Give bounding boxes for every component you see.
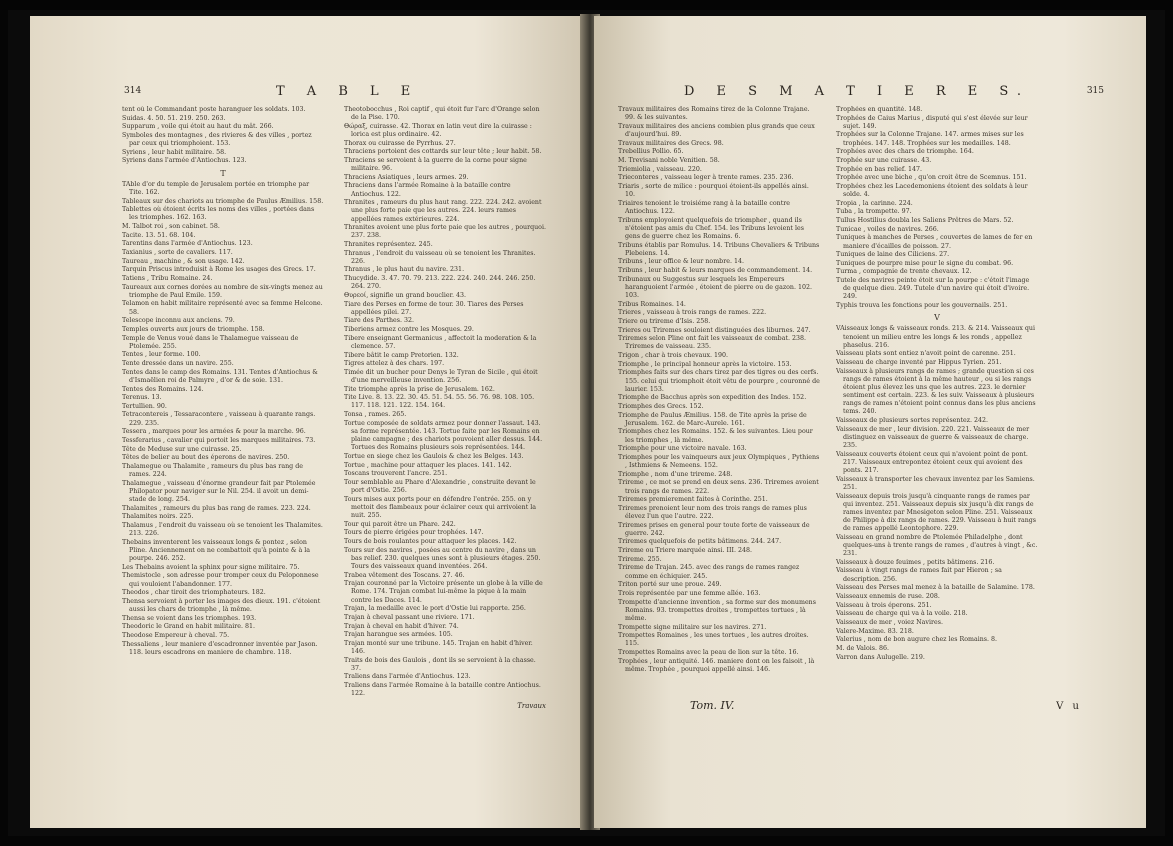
index-entry: Vaisseaux à douze feuimes , petits bâtimens. 216. xyxy=(836,558,995,566)
index-entry: Vaisseau à trois éperons. 251. xyxy=(836,601,932,609)
index-entry: Trophées avec des chars de triomphe. 164. xyxy=(836,148,974,156)
index-entry: Thranites , rameurs du plus haut rang. 222. 224. 242. avoient une plus forte paie que les autres. 224. leurs rames appellées rames extérieures. 224. xyxy=(344,199,542,223)
index-entry: Traliens dans l'armée d'Antiochus. 123. xyxy=(344,673,471,681)
index-entry: Triremes prenoient leur nom des trois rangs de rames plus élevez l'un que l'autre. 222. xyxy=(618,504,807,520)
index-entry: Tribuns , leur habit & leurs marques de commandement. 14. xyxy=(618,266,813,274)
index-entry: Trieconteres , vaisseau leger à trente rames. 235. 236. xyxy=(618,174,794,182)
index-entry: Tacite. 13. 51. 68. 104. xyxy=(122,231,196,239)
index-entry: Tour qui paroit être un Phare. 242. xyxy=(344,520,456,528)
index-entry: Trophée avec une biche , qu'on croit être de Scemnus. 151. xyxy=(836,174,1027,182)
right-page-header xyxy=(594,86,1146,106)
left-page-header xyxy=(30,86,586,106)
index-entry: Taureaux aux cornes dorées au nombre de six-vingts menez au triomphe de Paul Emile. 159. xyxy=(122,283,323,299)
index-entry: Thranus , le plus haut du navire. 231. xyxy=(344,266,465,274)
index-entry: Thalamites , rameurs du plus bas rang de rames. 223. 224. xyxy=(122,504,311,512)
index-entry: Tribunaux ou Suggestus sur lesquels les Empereurs haranguoient l'armée , étoient de pierre ou de gazon. 102. 103. xyxy=(618,275,813,299)
index-entry: Trophées sur la Colonne Trajane. 147. armes mises sur les trophées. 147. 148. Trophées sur les medailles. 148. xyxy=(836,131,1024,147)
index-entry: Thucydide. 3. 47. 70. 79. 213. 222. 224. 240. 244. 246. 250. 264. 270. xyxy=(344,275,536,291)
index-entry: Temple de Venus voué dans le Thalamegue vaisseau de Ptolemée. 255. xyxy=(122,334,299,350)
index-entry: Trompette d'ancienne invention , sa forme sur des monumens Romains. 93. trompettes droites , trompettes tortues , là même. xyxy=(618,598,816,622)
index-entry: Tente dressée dans un navire. 255. xyxy=(122,360,234,368)
index-entry: Trompettes Romains avec la peau de lion sur la tête. 16. xyxy=(618,649,799,656)
index-entry: Triaris , sorte de milice : pourquoi étoient-ils appellés ainsi. 10. xyxy=(618,182,809,199)
index-entry: Thraciens se servoient à la guerre de la corne pour signe militaire. 96. xyxy=(344,156,527,173)
index-entry: Trireme. 255. xyxy=(618,555,662,563)
index-entry: Triremes premierement faites à Corinthe. 251. xyxy=(618,496,768,504)
index-entry: Tours mises aux ports pour en défendre l'entrée. 255. on y mettoit des flambeaux pour éclairer ceux qui arrivoient la nuit. 255. xyxy=(344,495,536,519)
index-entry: Tours de pierre érigées pour trophées. 147. xyxy=(344,529,484,537)
index-entry: Thebains inventerent les vaisseaux longs & pontez , selon Pline. Anciennement on ne combattoit qu'à pointe & à la pourpe. 246. 252. xyxy=(122,538,310,563)
index-entry: Trajan couronné par la Victoire présente un globe à la ville de Rome. 174. Trajan combat lui-même la pique à la main contre les Daces. 114. xyxy=(344,580,543,604)
index-entry: Thraciens portoient des cottards sur leur tête ; leur habit. 58. xyxy=(344,148,542,156)
index-entry: Vaisseau plats sont entiez n'avoit point de carenne. 251. xyxy=(836,350,1016,358)
index-entry: Triomphe de Paulus Æmilius. 158. de Tite après la prise de Jerusalem. 162. de Marc-Aurele. 161. xyxy=(618,411,807,427)
index-entry: Temples ouverts aux jours de triomphe. 158. xyxy=(122,325,265,333)
index-entry: Tatiens , Tribu Romaine. 24. xyxy=(122,274,213,282)
index-entry: Trophées de Caius Marius , disputé qui s'est élevée sur leur sujet. 149. xyxy=(836,114,1028,130)
index-entry: M. Talbot roi , son cabinet. 58. xyxy=(122,223,220,231)
index-entry: Tarentins dans l'armée d'Antiochus. 123. xyxy=(122,240,253,248)
index-entry: Tetracontereis , Tessaracontere , vaisseau à quarante rangs. 229. 235. xyxy=(122,411,316,427)
index-entry: Vaisseaux couverts étoient ceux qui n'avoient point de pont. 217. Vaisseaux entrepontez étoient ceux qui avoient des ponts. 217. xyxy=(836,450,1028,475)
index-entry: Toscans trouverent l'ancre. 251. xyxy=(344,470,448,478)
index-entry: Triremes quelquefois de petits bâtimens. 244. 247. xyxy=(618,538,782,546)
index-entry: Trophées en quantité. 148. xyxy=(836,106,923,113)
index-entry: Tortue composée de soldats armez pour donner l'assaut. 143. sa forme représentée. 143. Tortue faite par les Romains en plaine campagne ; des chariots pouvoient aller dessus. 144. Tortues des Romains plusieurs sois représentées. 144. xyxy=(344,419,543,452)
index-entry: Traits de bois des Gaulois , dont ils se servoient à la chasse. 37. xyxy=(344,656,536,672)
index-entry: Thorax ou cuirasse de Pyrrhus. 27. xyxy=(344,139,456,147)
index-entry: Θώραξ, cuirasse. 42. Thorax en latin veut dire la cuirasse : lorica est plus ordinaire. 42. xyxy=(344,122,532,138)
index-entry: Telescope inconnu aux anciens. 79. xyxy=(122,317,235,325)
index-entry: Tours sur des navires , posées au centre du navire , dans un bas relief. 230. quelques unes sont à plusieurs étages. 250. Tours des vaisseaux quand inventées. 264. xyxy=(344,546,541,570)
index-entry: Taxianius , sorte de cavaliers. 117. xyxy=(122,249,233,256)
index-entry: Syriens , leur habit militaire. 58. xyxy=(122,148,227,156)
index-entry: Triaires tenoient le troisiéme rang à la bataille contre Antiochus. 122. xyxy=(618,199,791,215)
index-entry: Typhis trouva les fonctions pour les gouvernails. 251. xyxy=(836,302,1008,310)
book-spread xyxy=(8,10,1165,836)
right-column-2 xyxy=(836,106,1038,816)
left-page-columns xyxy=(122,106,546,804)
index-entry: Tullus Hostilius doubla les Saliens Prêtres de Mars. 52. xyxy=(836,217,1014,225)
catchword: Travaux xyxy=(517,702,546,710)
right-page xyxy=(594,16,1146,828)
index-entry: VAisseaux longs & vaisseaux ronds. 213. & 214. Vaisseaux qui tenoient un milieu entre les longs & les ronds , appellez phaselus. 216. xyxy=(836,325,1036,349)
index-entry: Triomphe , nom d'une trireme. 248. xyxy=(618,470,733,478)
index-entry: Tuba , la trompette. 97. xyxy=(836,208,912,216)
index-entry: Vaisseaux depuis trois jusqu'à cinquante rangs de rames par qui inventez. 251. Vaisseaux depuis six jusqu'à dix rangs de rames inventez par Mnesigeton selon Pline. 251. Vaisseaux de Philippe à dix rangs de rames. 229. Vaisseau à huit rangs de rames appellé Leontophore. 229. xyxy=(836,492,1037,533)
index-entry: Tropia , la carinne. 224. xyxy=(836,199,913,207)
index-entry: Thalamegue , vaisseau d'énorme grandeur fait par Ptolemée Philopator pour naviger sur le Nil. 254. il avoit un demi-stade de long. 254. xyxy=(122,479,316,504)
index-entry: Vaisseau de charge inventé par Hippus Tyrien. 251. xyxy=(836,359,1002,367)
index-entry: Trieres , vaisseau à trois rangs de rames. 222. xyxy=(618,309,767,317)
index-entry: Tuniques à manches de Perses , couvertes de lames de fer en maniere d'écailles de poisson. 27. xyxy=(836,234,1033,250)
index-entry: Suidas. 4. 50. 51. 219. 250. 263. xyxy=(122,114,226,122)
index-entry: Theodoric le Grand en habit militaire. 81. xyxy=(122,623,256,631)
left-page-number: 314 xyxy=(124,86,142,96)
index-entry: Triomphes chez les Romains. 152. & les suivantes. Lieu pour les triomphes , là même. xyxy=(618,428,813,444)
index-entry: Tutele des navires peinte étoit sur la pourpe : c'étoit l'image de quelque dieu. 249. Tutele d'un navire qui étoit d'ivoire. 249. xyxy=(836,277,1030,301)
index-entry: Trophée en bas relief. 147. xyxy=(836,165,922,173)
index-entry: Tentes dans le camp des Romains. 131. Tentes d'Antiochus & d'Ismaëlien roi de Palmyre , d'or & de soie. 131. xyxy=(122,368,318,384)
index-entry: Tuniques de laine des Ciliciens. 27. xyxy=(836,251,950,259)
index-entry: Syriens dans l'armée d'Antiochus. 123. xyxy=(122,157,247,165)
index-entry: Thranus , l'endroit du vaisseau où se tenoient les Thranites. 226. xyxy=(344,249,536,265)
left-page xyxy=(30,16,586,828)
index-entry: Triremes prises en general pour toute forte de vaisseaux de guerre. 242. xyxy=(618,521,810,537)
index-entry: Vaisseaux à plusieurs rangs de rames ; grande question si ces rangs de rames étoient à la même hauteur , ou si les rangs étoient plus élevez les uns que les autres. 223. le dernier sentiment est certain. 223. & les suiv. Vaisseaux à plusieurs rangs de rames n'étoient point connus dans les plus anciens tems. 240. xyxy=(836,367,1036,416)
index-entry: Theodose Empereur à cheval. 75. xyxy=(122,632,230,640)
index-entry: Valere-Maxime. 83. 218. xyxy=(836,627,914,635)
index-entry: M. de Valois. 86. xyxy=(836,644,890,652)
index-entry: Vaisseaux à transporter les chevaux inventez par les Samiens. 251. xyxy=(836,475,1035,491)
index-entry: Triere ou trireme d'Isis. 258. xyxy=(618,317,711,325)
index-entry: Tribus Romaines. 14. xyxy=(618,300,686,308)
index-entry: Tibere enseignant Germanicus , affectoit la moderation & la clemence. 57. xyxy=(344,334,537,350)
index-entry: Tribuns employoient quelquefois de triompher , quand ils n'étoient pas amis du Chef. 154. les Tribuns levoient les gens de guerre chez les Romains. 6. xyxy=(618,216,804,240)
index-entry: Thranites avoient une plus forte paie que les autres , pourquoi. 237. 238. xyxy=(344,224,546,240)
index-entry: Supparum , voile qui étoit au haut du mât. 266. xyxy=(122,123,274,131)
index-entry: TAble d'or du temple de Jerusalem portée en triomphe par Tite. 162. xyxy=(122,180,310,196)
index-entry: Triton porté sur une proue. 249. xyxy=(618,581,722,589)
index-entry: Triremes selon Pline ont fait les vaisseaux de combat. 238. Triremes de vaisseau. 235. xyxy=(618,335,807,351)
index-entry: Trompette signe militaire sur les navires. 271. xyxy=(618,623,767,631)
index-entry: Thranites représentez. 245. xyxy=(344,241,433,248)
index-entry: Travaux militaires des anciens combien plus grands que ceux d'aujourd'hui. 89. xyxy=(618,122,815,138)
index-entry: Trajan à cheval en habit d'hiver. 74. xyxy=(344,622,459,630)
right-running-head: D E S M A T I E R E S. xyxy=(684,84,1030,99)
index-entry: Vaisseau des Perses mal menez à la bataille de Salamine. 178. xyxy=(836,584,1035,592)
index-entry: Les Thebains avoient la sphinx pour signe militaire. 75. xyxy=(122,563,300,571)
index-entry: Tribuns établis par Romulus. 14. Tribuns Chevaliers & Tribuns Plebeiens. 14. xyxy=(618,241,820,257)
volume-footer: Tom. IV. xyxy=(690,699,735,712)
index-entry: Tentes , leur forme. 100. xyxy=(122,351,201,359)
index-entry: Vaisseaux de mer , voiez Navires. xyxy=(836,618,943,626)
index-entry: Tonsa , rames. 265. xyxy=(344,411,407,419)
index-entry: Taureau , machine , & son usage. 142. xyxy=(122,257,245,265)
index-entry: Trophée sur une cuirasse. 43. xyxy=(836,156,932,164)
index-entry: Triomphe pour une victoire navale. 163. xyxy=(618,445,747,453)
index-entry: Tableaux sur des chariots au triomphe de Paulus Æmilius. 158. xyxy=(122,197,324,205)
index-entry: Trophées chez les Lacedemoniens étoient des soldats à leur solde. 4. xyxy=(836,182,1028,199)
index-entry: Thraciens dans l'armée Romaine à la bataille contre Antiochus. 122. xyxy=(344,182,511,198)
index-entry: Tiberiens armez contre les Mosques. 29. xyxy=(344,326,474,334)
index-entry: Trireme de Trajan. 245. avec des rangs de rames rangez comme en échiquier. 245. xyxy=(618,564,800,580)
index-entry: Tête de Meduse sur une cuirasse. 25. xyxy=(122,445,242,453)
section-letter: T xyxy=(220,168,226,178)
index-entry: Triomphes pour les vainqueurs aux jeux Olympiques , Pythiens , Isthmiens & Nemeens. 152. xyxy=(618,453,820,470)
index-entry: Theodos , char tiroit des triomphateurs. 182. xyxy=(122,589,266,597)
index-entry: Valerius , nom de bon augure chez les Romains. 8. xyxy=(836,636,998,644)
index-entry: Timée dit un bucher pour Denys le Tyran de Sicile , qui étoit d'une merveilleuse invention. 256. xyxy=(344,368,538,384)
index-entry: Vaisseaux ennemis de ruse. 208. xyxy=(836,592,940,600)
index-entry: Trigon , char à trois chevaux. 190. xyxy=(618,352,729,360)
index-entry: Travaux militaires des Romains tirez de la Colonne Trajane. 99. & les suivantes. xyxy=(618,106,810,122)
left-running-head: T A B L E xyxy=(276,84,420,99)
index-entry: Trajan harangue ses armées. 105. xyxy=(344,631,453,639)
left-column-1 xyxy=(122,106,324,816)
index-entry: Trireme ou Triere marquée ainsi. III. 248. xyxy=(618,547,753,555)
left-column-2 xyxy=(344,106,546,816)
index-entry: Thraciens Asiatiques , leurs armes. 29. xyxy=(344,173,469,181)
index-entry: Tiare des Perses en forme de tour. 30. Tiares des Perses appellées pilei. 27. xyxy=(344,300,524,316)
index-entry: Thalamus , l'endroit du vaisseau où se tenoient les Thalamites. 213. 226. xyxy=(122,522,323,538)
index-entry: Triomphe de Bacchus après son expedition des Indes. 152. xyxy=(618,394,807,402)
index-entry: Tiare des Parthes. 32. xyxy=(344,317,414,325)
index-entry: Thensa se voient dans les triomphes. 193. xyxy=(122,614,257,622)
index-entry: Tours de bois roulantes pour attaquer les places. 142. xyxy=(344,537,517,545)
index-entry: Tribuns , leur office & leur nombre. 14. xyxy=(618,258,744,266)
index-entry: Trajan monté sur une tribune. 145. Trajan en habit d'hiver. 146. xyxy=(344,639,533,655)
index-entry: Symboles des montagnes , des rivieres & des villes , portez par ceux qui triomphoient. 153. xyxy=(122,131,312,148)
index-entry: Vaisseau en grand nombre de Ptolemée Philadelphe , dont quelques-uns à trente rangs de rames , d'autres à vingt , &c. 231. xyxy=(836,533,1038,558)
index-entry: Thalamegue ou Thalamite , rameurs du plus bas rang de rames. 224. xyxy=(122,462,303,479)
index-entry: Tessera , marques pour les armées & pour la marche. 96. xyxy=(122,428,306,436)
index-entry: Vaisseau de charge qui va à la voile. 218. xyxy=(836,610,968,618)
index-entry: Theotobocchus , Roi captif , qui étoit fur l'arc d'Orange selon de la Pise. 170. xyxy=(344,106,540,122)
index-entry: tent où le Commandant poste haranguer les soldats. 103. xyxy=(122,106,306,113)
index-entry: Trajan, la medaille avec le port d'Ostie lui rapporte. 256. xyxy=(344,605,526,613)
index-entry: Thensa servoient à porter les images des dieux. 191. c'étoient aussi les chars de triomphe , là même. xyxy=(122,597,321,614)
index-entry: Thessaliens , leur maniere d'escadronner inventée par Jason. 118. leurs escadrons en maniere de chambre. 118. xyxy=(122,640,318,656)
index-entry: Thalamites noirs. 225. xyxy=(122,513,194,521)
signature-mark: V u xyxy=(1056,701,1082,712)
index-entry: Turma , compagnie de trente chevaux. 12. xyxy=(836,268,972,276)
index-entry: Varron dans Aulugelle. 219. xyxy=(836,653,925,661)
index-entry: M. Trevisani noble Venitien. 58. xyxy=(618,156,720,164)
index-entry: Triemiolia , vaisseau. 220. xyxy=(618,165,702,173)
index-entry: Tibere bâtit le camp Pretorien. 132. xyxy=(344,351,459,359)
index-entry: Tortue en siege chez les Gaulois & chez les Belges. 143. xyxy=(344,452,524,460)
index-entry: Trieres ou Triremes souloient distinguées des liburnes. 247. xyxy=(618,326,811,334)
index-entry: Traliens dans l'armée Romaine à la bataille contre Antiochus. 122. xyxy=(344,682,541,698)
index-entry: Terenus. 13. xyxy=(122,394,162,402)
index-entry: Triomphes des Grecs. 152. xyxy=(618,402,704,410)
index-entry: Themistocle , son adresse pour tromper ceux du Peloponnese qui vouloient l'abandonner. 177. xyxy=(122,572,319,588)
index-entry: Telamon en habit militaire représenté avec sa femme Helcone. 58. xyxy=(122,300,323,316)
index-entry: Tite triomphe après la prise de Jerusalem. 162. xyxy=(344,385,495,393)
section-letter: V xyxy=(934,313,940,323)
index-entry: Tessferarius , cavalier qui portoit les marques militaires. 73. xyxy=(122,436,316,444)
index-entry: Tour semblable au Phare d'Alexandrie , construite devant le port d'Ostie. 256. xyxy=(344,478,536,495)
index-entry: Têtes de belier au bout des éperons de navires. 250. xyxy=(122,454,290,462)
index-entry: Tunicae , voiles de navires. 266. xyxy=(836,225,939,233)
index-entry: Tertullien. 90. xyxy=(122,402,167,410)
index-entry: Trabea vêtement des Toscans. 27. 46. xyxy=(344,571,465,579)
index-entry: Tite Live. 8. 13. 22. 30. 45. 51. 54. 55. 56. 76. 98. 108. 105. 117. 118. 121. 122. 154. 164. xyxy=(344,394,535,410)
index-entry: Triomphe , le principal honneur après la victoire. 153. xyxy=(618,360,792,368)
index-entry: Tarquin Priscus introduisit à Rome les usages des Grecs. 17. xyxy=(122,266,316,274)
right-page-number: 315 xyxy=(1086,86,1104,96)
index-entry: Vaisseaux de plusieurs sortes représentez. 242. xyxy=(836,417,989,425)
index-entry: Tentes des Romains. 124. xyxy=(122,385,204,393)
index-entry: Trophées , leur antiquité. 146. maniere dont on les faisoit , là même. Trophée , pourquoi appellé ainsi. 146. xyxy=(618,657,815,673)
index-entry: Tortue , machine pour attaquer les places. 141. 142. xyxy=(344,461,512,469)
index-entry: Θυρεοί, signifie un grand bouclier. 43. xyxy=(344,291,466,299)
index-entry: Trebellius Pollio. 65. xyxy=(618,148,684,156)
index-entry: Tablettes où étoient écrits les noms des villes , portées dans les triomphes. 162. 163. xyxy=(122,206,315,222)
index-entry: Vaisseau à vingt rangs de rames fait par Hieron ; sa description. 256. xyxy=(836,567,1002,583)
index-entry: Tuniques de pourpre mise pour le signe du combat. 96. xyxy=(836,259,1014,267)
index-entry: Travaux militaires des Grecs. 98. xyxy=(618,139,724,147)
index-entry: Trireme , ce mot se prend en deux sens. 236. Triremes avoient trois rangs de rames. 222. xyxy=(618,479,819,495)
index-entry: Triomphes faits sur des chars tirez par des tigres ou des cerfs. 155. celui qui triomphoit étoit vêtu de pourpre , couronné de laurier. 153. xyxy=(618,369,820,393)
index-entry: Trois représentée par une femme aîlée. 163. xyxy=(618,589,761,597)
index-entry: Vaisseaux de mer , leur division. 220. 221. Vaisseaux de mer distinguez en vaisseaux de guerre & vaisseaux de charge. 235. xyxy=(836,425,1030,450)
index-entry: Trajan à cheval passant une riviere. 171. xyxy=(344,613,475,621)
index-entry: Tigres attelez à des chars. 197. xyxy=(344,360,445,368)
index-entry: Trompettes Romaines , les unes tortues , les autres droites. 115. xyxy=(618,632,809,648)
